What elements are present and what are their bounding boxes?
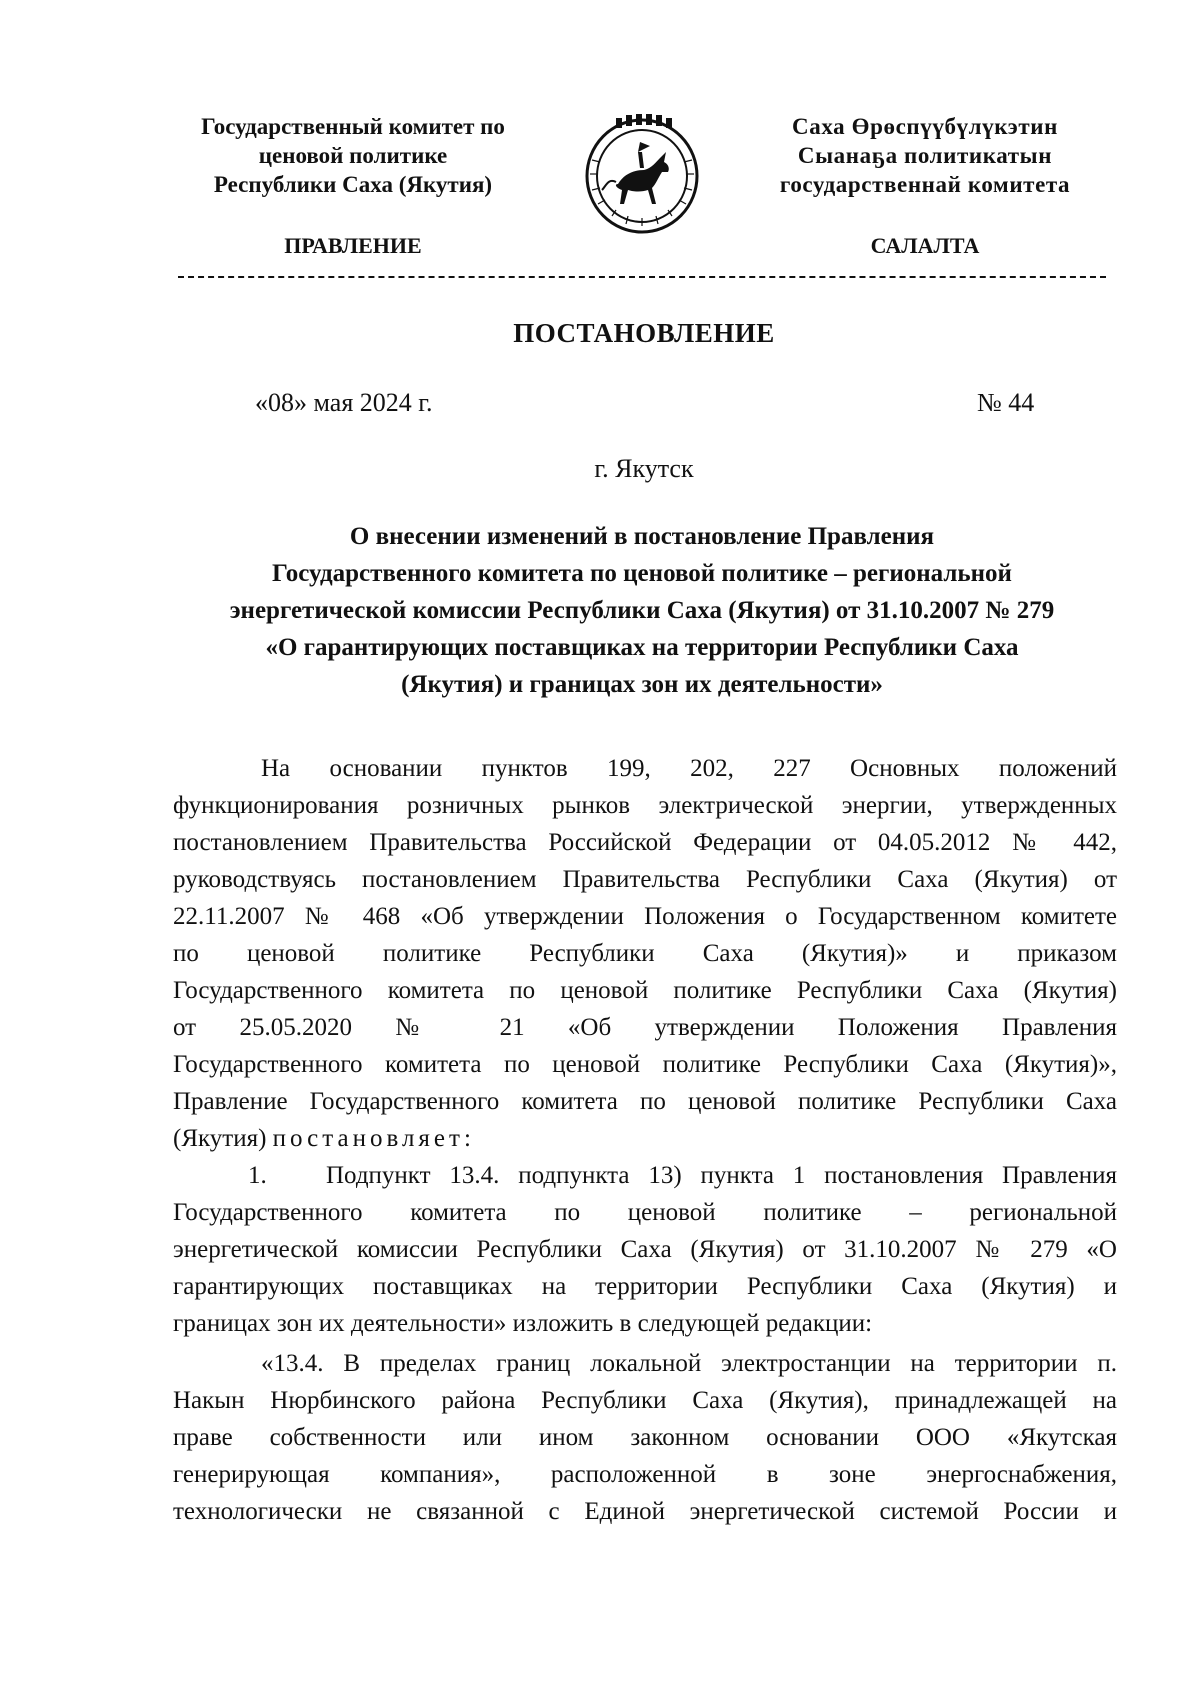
document-city: г. Якутск [594,454,694,483]
document-date: «08» мая 2024 г. [255,388,433,417]
body-line-resolves [173,1120,1117,1157]
body-line: генерирующая компания», расположенной в зоне энергоснабжения, [173,1461,1117,1488]
header-right-line: Саха Өрөспүүбүлүкэтин [792,114,1058,139]
document-title [170,518,1114,703]
body-line: Накын Нюрбинского района Республики Саха (Якутия), принадлежащей на [173,1387,1117,1414]
header-right-line: государственнай комитета [779,172,1071,197]
body-line: постановлением Правительства Российской Федерации от 04.05.2012 № 442, [173,829,1117,856]
header-right [740,112,1110,199]
body-line: Правление Государственного комитета по ценовой политике Республики Саха [173,1088,1117,1115]
body-line: Государственного комитета по ценовой политике Республики Саха (Якутия)», [173,1051,1117,1078]
body-line: праве собственности или ином законном основании ООО «Якутская [173,1424,1117,1451]
quote-first-line: «13.4. В пределах границ локальной электростанции на территории п. [261,1350,1117,1377]
body-line: гарантирующих поставщиках на территории Республики Саха (Якутия) и [173,1273,1117,1300]
coat-of-arms-sakha-icon [582,112,702,236]
header-left-line: Государственный комитет по [201,114,505,139]
title-line: (Якутия) и границах зон их деятельности» [401,671,883,698]
document-type: ПОСТАНОВЛЕНИЕ [513,318,775,348]
item-1-text: Подпункт 13.4. подпункта 13) пункта 1 постановления Правления [326,1162,1117,1189]
body-line: энергетической комиссии Республики Саха (Якутия) от 31.10.2007 № 279 «О [173,1236,1117,1263]
body-line: 22.11.2007 № 468 «Об утверждении Положения о Государственном комитете [173,903,1117,930]
body-line: руководствуясь постановлением Правительства Республики Саха (Якутия) от [173,866,1117,893]
title-line: энергетической комиссии Республики Саха (Якутия) от 31.10.2007 № 279 [229,597,1055,624]
body-line: Государственного комитета по ценовой политике – региональной [173,1199,1117,1226]
item-1-number: 1. [248,1162,267,1189]
header-left-line: Республики Саха (Якутия) [213,172,493,197]
header-right-line: Сыанаҕа политикатын [797,143,1053,168]
item-1-first-line [173,1157,1117,1194]
body-line: На основании пунктов 199, 202, 227 Основных положений [261,755,1117,782]
body-line: Государственного комитета по ценовой политике Республики Саха (Якутия) [173,977,1117,1004]
header-left [168,112,538,199]
body-line: функционирования розничных рынков электрической энергии, утвержденных [173,792,1117,819]
body-line: технологически не связанной с Единой энергетической системой России и [173,1498,1117,1525]
title-line: О внесении изменений в постановление Правления [349,523,935,550]
body-line: от 25.05.2020 № 21 «Об утверждении Положения Правления [173,1014,1117,1041]
resolves-prefix: (Якутия) [173,1125,267,1152]
header-left-subtitle: ПРАВЛЕНИЕ [284,233,422,258]
header-left-line: ценовой политике [258,143,448,168]
title-line: «О гарантирующих поставщиках на территории Республики Саха [265,634,1019,661]
document-body [173,750,1117,1530]
body-line: границах зон их деятельности» изложить в следующей редакции: [173,1310,873,1337]
title-line: Государственного комитета по ценовой политике – региональной [272,560,1012,587]
resolves-word: постановляет: [272,1125,475,1152]
body-line: по ценовой политике Республики Саха (Якутия)» и приказом [173,940,1117,967]
document-number: № 44 [977,388,1035,417]
header-right-subtitle: САЛАЛТА [870,233,980,258]
header-divider [178,276,1106,278]
